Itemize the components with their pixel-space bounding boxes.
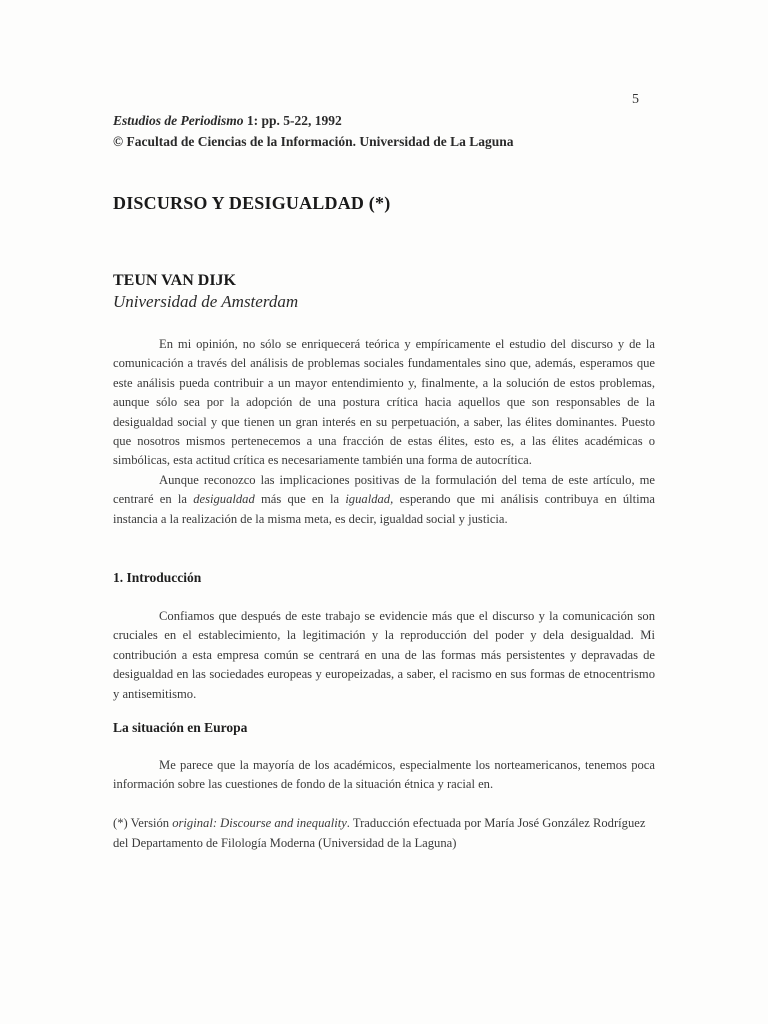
article-title: DISCURSO Y DESIGUALDAD (*) xyxy=(113,193,391,213)
section-europa xyxy=(113,756,655,795)
journal-issue: 1: pp. 5-22, 1992 xyxy=(243,113,342,128)
footnote-translation-credit: . Traducción efectuada por María José González Rodríguez del Departamento de Filología Moderna (Universidad de la Laguna) xyxy=(113,816,646,850)
footnote-original-title: original: Discourse and inequality xyxy=(172,816,347,830)
intro-paragraph: Confiamos que después de este trabajo se evidencie más que el discurso y la comunicación son cruciales en el establecimiento, la legitimación y la reproducción del poder y dela desigualdad. Mi contribución a esta empresa común se centrará en una de las formas más persistentes y depravadas de desigualdad en las sociedades europeas y europeizadas, a saber, el racismo en sus formas de etnocentrismo y antisemitismo. xyxy=(113,609,655,701)
abstract-p2-text-b: más que en la xyxy=(254,492,346,507)
abstract-paragraph-2 xyxy=(113,471,655,529)
abstract-p2-text-c: esperando que mi análisis contribuya en última instancia a la realización de la misma meta, es decir, igualdad social y justicia. xyxy=(113,492,656,526)
term-igualdad: igualdad, xyxy=(345,492,394,507)
europe-paragraph: Me parece que la mayoría de los académicos, especialmente los norteamericanos, tenemos poca información sobre las cuestiones de fondo de la situación étnica y racial en. xyxy=(113,758,655,792)
journal-publisher: © Facultad de Ciencias de la Información. Universidad de La Laguna xyxy=(113,134,514,149)
footnote xyxy=(113,813,655,853)
abstract-p2-text-a: Aunque reconozco las implicaciones positivas de la formulación del tema de este artículo, me centraré en la xyxy=(113,472,655,507)
abstract-paragraph-1: En mi opinión, no sólo se enriquecerá teórica y empíricamente el estudio del discurso y de la comunicación a través del análisis de problemas sociales fundamentales sino que, además, esperamos que este análisis pueda contribuir a un mayor entendimiento y, finalmente, a la solución de estos problemas, aunque sólo sea por la adopción de una postura crítica hacia aquellos que son responsables de la desigualdad social y que tienen un gran interés en su perpetuación, a saber, las élites dominantes. Puesto que nosotros mismos pertenecemos a una fracción de estas élites, esto es, a las élites académicas o simbólicas, esta actitud crítica es necesariamente también una forma de autocrítica. xyxy=(113,337,655,468)
author-affiliation: Universidad de Amsterdam xyxy=(113,292,299,311)
section-heading-europa: La situación en Europa xyxy=(113,720,248,735)
section-heading-introduccion: 1. Introducción xyxy=(113,570,202,585)
abstract xyxy=(113,335,655,529)
footnote-prefix: (*) Versión xyxy=(113,816,173,830)
term-desigualdad: desigualdad xyxy=(193,492,255,507)
journal-name: Estudios de Periodismo xyxy=(113,113,244,128)
journal-citation xyxy=(113,113,342,129)
author-name: TEUN VAN DIJK xyxy=(113,272,236,289)
page-number: 5 xyxy=(632,92,639,107)
section-introduccion xyxy=(113,607,655,704)
